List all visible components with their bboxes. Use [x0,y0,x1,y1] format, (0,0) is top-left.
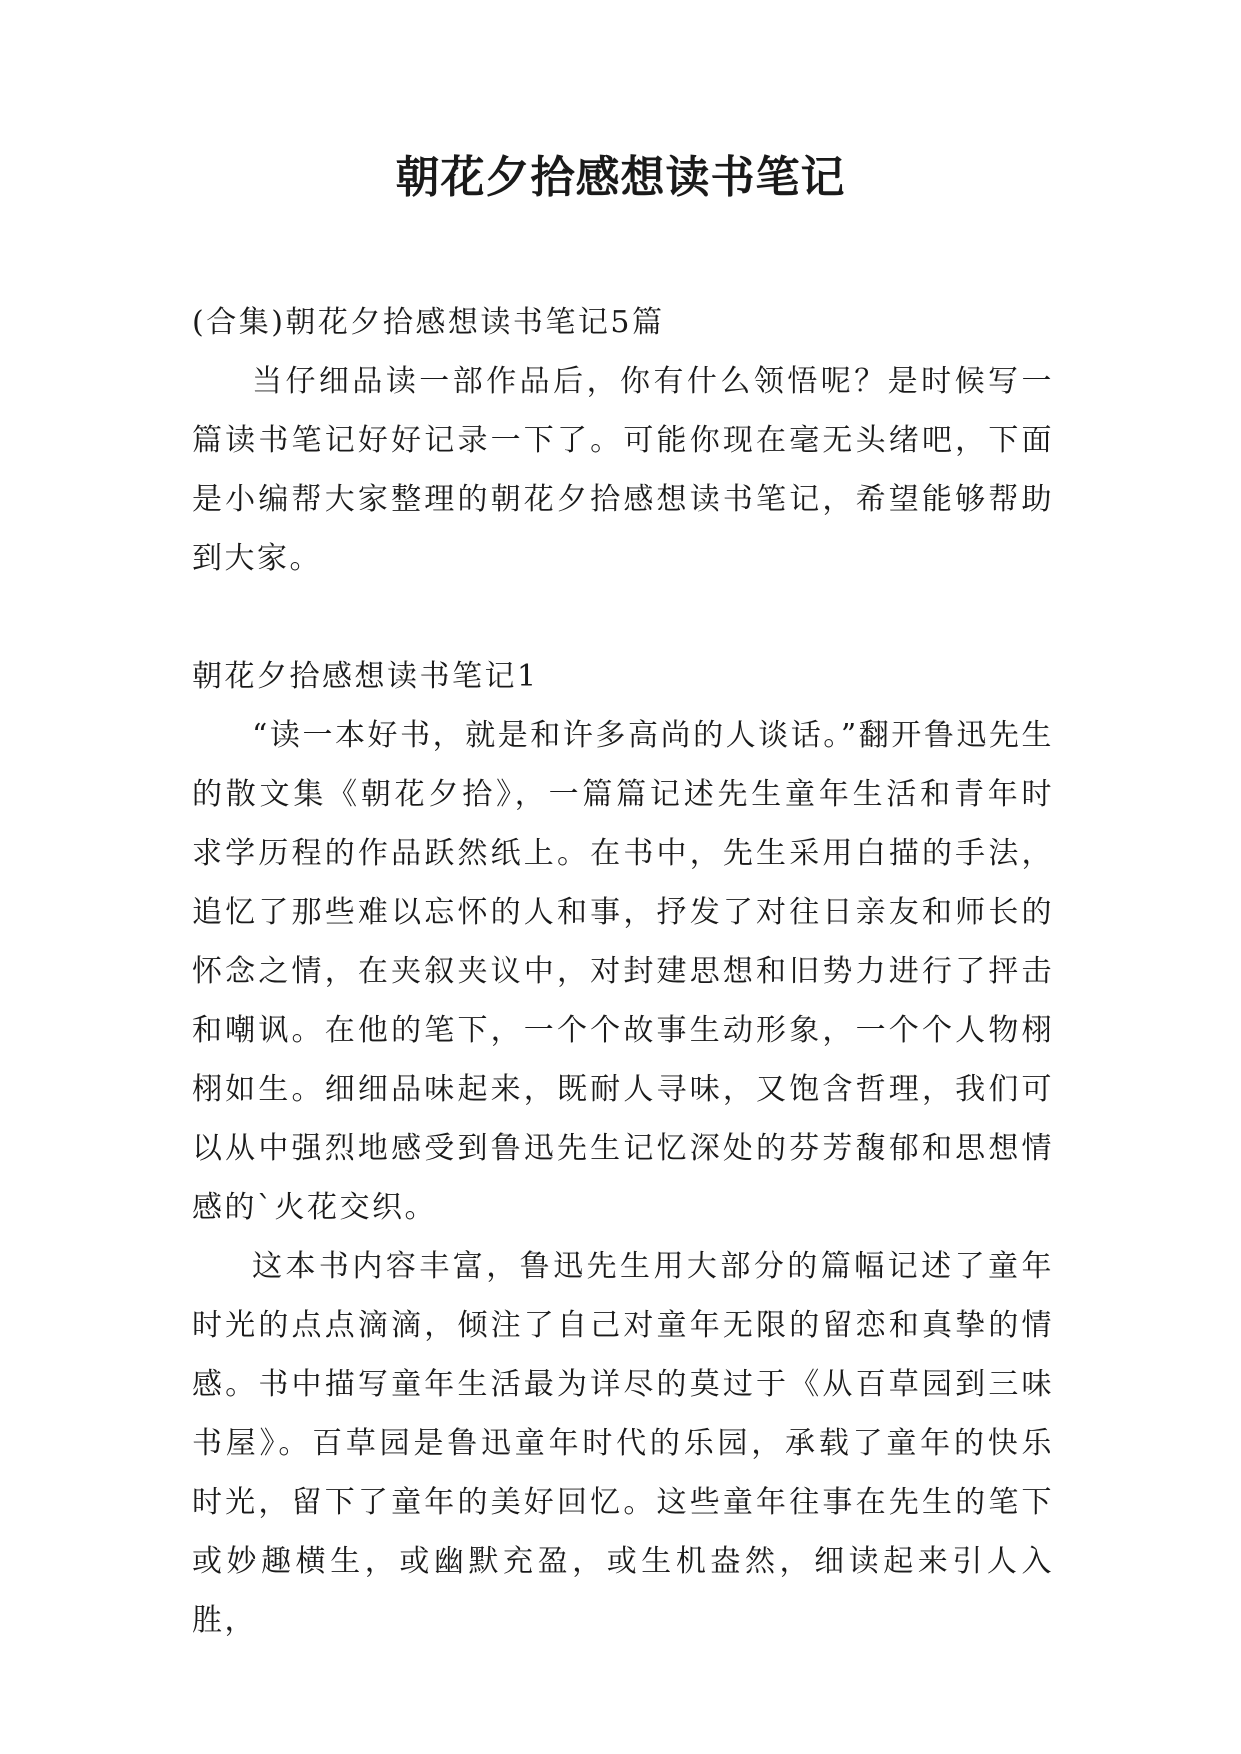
document-body [192,293,1054,1650]
section1-paragraph-2: 这本书内容丰富，鲁迅先生用大部分的篇幅记述了童年时光的点点滴滴，倾注了自己对童年无限的留恋和真挚的情感。书中描写童年生活最为详尽的莫过于《从百草园到三味书屋》。百草园是鲁迅童年时代的乐园，承载了童年的快乐时光，留下了童年的美好回忆。这些童年往事在先生的笔下或妙趣横生，或幽默充盈，或生机盎然，细读起来引人入胜， [192,1249,1054,1638]
section1-paragraph-1: “读一本好书，就是和许多高尚的人谈话。”翻开鲁迅先生的散文集《朝花夕拾》，一篇篇记述先生童年生活和青年时求学历程的作品跃然纸上。在书中，先生采用白描的手法，追忆了那些难以忘怀的人和事，抒发了对往日亲友和师长的怀念之情，在夹叙夹议中，对封建思想和旧势力进行了抨击和嘲讽。在他的笔下，一个个故事生动形象，一个个人物栩栩如生。细细品味起来，既耐人寻味，又饱含哲理，我们可以从中强烈地感受到鲁迅先生记忆深处的芬芳馥郁和思想情感的`火花交织。 [192,718,1054,1225]
section-spacer [192,588,1054,647]
intro-paragraph: 当仔细品读一部作品后，你有什么领悟呢？是时候写一篇读书笔记好好记录一下了。可能你现在毫无头绪吧，下面是小编帮大家整理的朝花夕拾感想读书笔记，希望能够帮助到大家。 [192,364,1054,576]
document-title: 朝花夕拾感想读书笔记 [395,152,846,203]
intro-heading: (合集)朝花夕拾感想读书笔记5篇 [192,305,665,340]
section1-heading: 朝花夕拾感想读书笔记1 [192,659,539,694]
